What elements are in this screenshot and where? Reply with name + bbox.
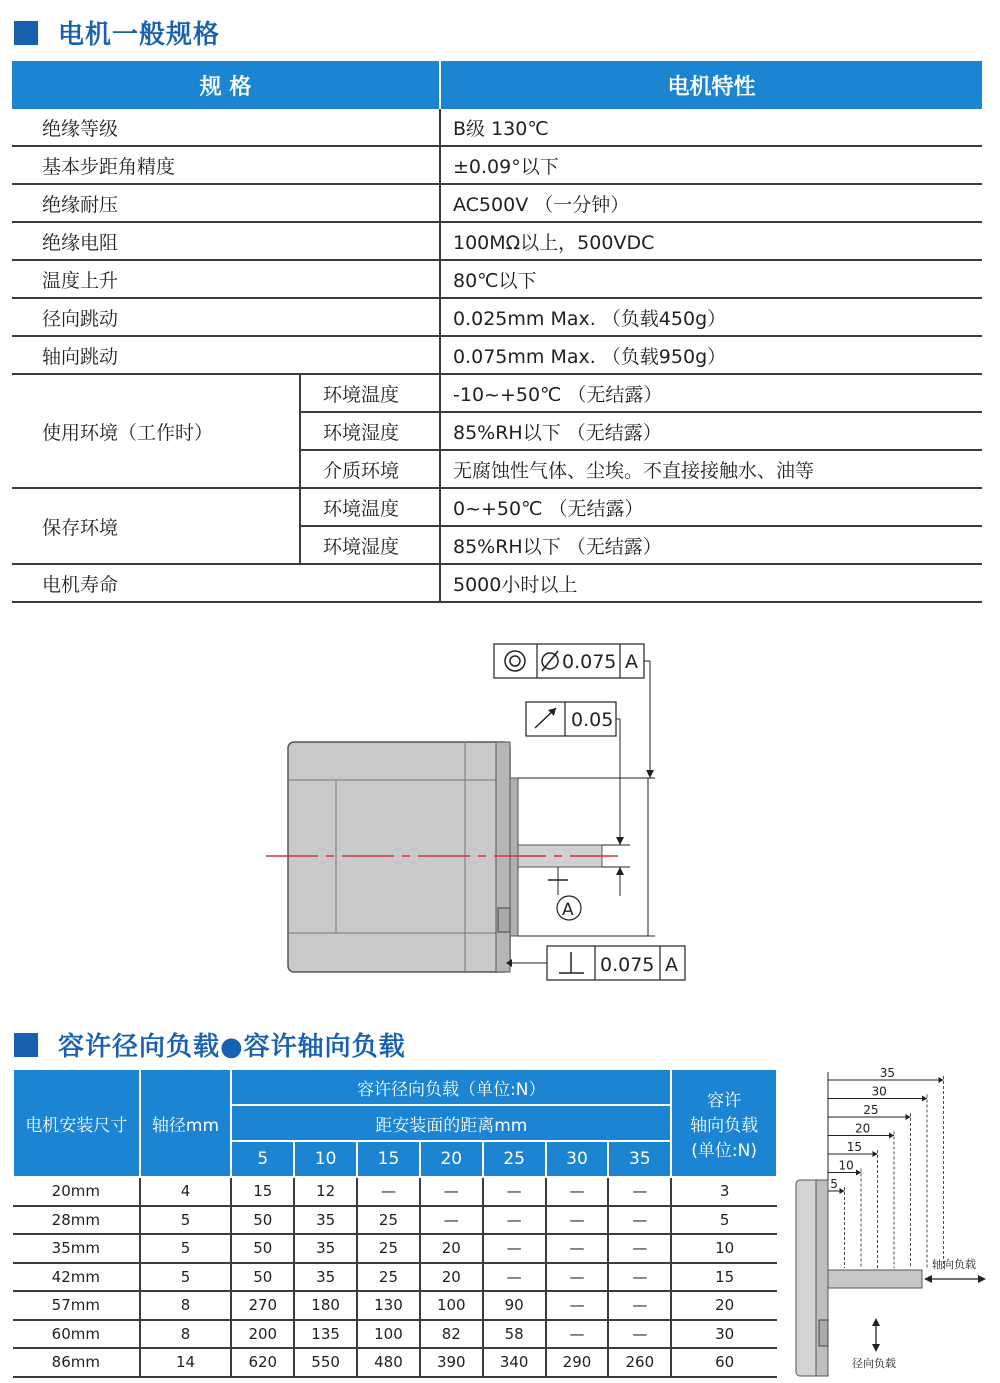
load-size-cell: 35mm bbox=[13, 1234, 140, 1263]
load-value-cell: 82 bbox=[420, 1320, 483, 1349]
load-value-cell: — bbox=[608, 1291, 671, 1320]
load-value-cell: — bbox=[608, 1177, 671, 1206]
load-value-cell: 50 bbox=[231, 1263, 294, 1292]
dim-arrow bbox=[856, 1170, 861, 1176]
load-axial-cell: 3 bbox=[671, 1177, 777, 1206]
load-value-cell: 25 bbox=[357, 1206, 420, 1235]
load-value-cell: 550 bbox=[294, 1348, 357, 1377]
load-shaft-cell: 14 bbox=[140, 1348, 232, 1377]
distance-header: 20 bbox=[420, 1141, 483, 1177]
dim-arrow bbox=[840, 1188, 845, 1194]
load-header-shaft: 轴径mm bbox=[140, 1069, 232, 1177]
spec-row bbox=[12, 374, 982, 412]
load-value-cell: 130 bbox=[357, 1291, 420, 1320]
spec-label: 轴向跳动 bbox=[12, 336, 440, 374]
section-title-load bbox=[14, 1026, 406, 1063]
load-value-cell: 90 bbox=[483, 1291, 546, 1320]
load-value-cell: 20 bbox=[420, 1263, 483, 1292]
section-title-general bbox=[14, 14, 220, 51]
load-value-cell: — bbox=[483, 1263, 546, 1292]
load-position-diagram bbox=[790, 1068, 990, 1380]
spec-row bbox=[12, 146, 982, 184]
load-axial-cell: 15 bbox=[671, 1263, 777, 1292]
spec-row bbox=[12, 336, 982, 374]
load-value-cell: 50 bbox=[231, 1234, 294, 1263]
dim-label: 25 bbox=[863, 1103, 879, 1117]
spec-row bbox=[12, 298, 982, 336]
load-value-cell: 100 bbox=[420, 1291, 483, 1320]
load-shaft-cell: 5 bbox=[140, 1234, 232, 1263]
concentricity-datum: A bbox=[625, 651, 638, 673]
spec-label: 温度上升 bbox=[12, 260, 440, 298]
perpendicularity-value: 0.075 bbox=[600, 954, 655, 976]
load-value-cell: 50 bbox=[231, 1206, 294, 1235]
distance-header: 25 bbox=[483, 1141, 546, 1177]
runout-value: 0.05 bbox=[571, 709, 614, 731]
load-value-cell: — bbox=[357, 1177, 420, 1206]
dim-label: 30 bbox=[871, 1084, 887, 1099]
load-header-axial bbox=[671, 1069, 777, 1177]
load-value-cell: 390 bbox=[420, 1348, 483, 1377]
spec-sub-label: 环境温度 bbox=[300, 488, 440, 526]
load-value-cell: 20 bbox=[420, 1234, 483, 1263]
load-value-cell: 25 bbox=[357, 1234, 420, 1263]
spec-value: -10~+50℃ （无结露） bbox=[440, 374, 982, 412]
dim-arrow bbox=[939, 1077, 944, 1083]
load-value-cell: — bbox=[483, 1234, 546, 1263]
perpendicularity-datum: A bbox=[665, 954, 678, 976]
use-env-label: 使用环境（工作时） bbox=[12, 374, 300, 488]
load-value-cell: — bbox=[608, 1206, 671, 1235]
axial-load-label: 轴向负载 bbox=[932, 1258, 976, 1271]
load-value-cell: 340 bbox=[483, 1348, 546, 1377]
load-value-cell: 15 bbox=[231, 1177, 294, 1206]
section-marker-icon bbox=[14, 21, 38, 45]
load-value-cell: 480 bbox=[357, 1348, 420, 1377]
axial-header-line: 轴向负载 bbox=[690, 1115, 759, 1136]
spec-value: 85%RH以下 （无结露） bbox=[440, 526, 982, 564]
spec-header-characteristic: 电机特性 bbox=[440, 61, 982, 109]
motor-body bbox=[288, 742, 510, 972]
distance-header: 15 bbox=[357, 1141, 420, 1177]
spec-value: 0.025mm Max. （负载450g） bbox=[440, 298, 982, 336]
dim-label: 15 bbox=[846, 1140, 863, 1154]
distance-header: 5 bbox=[231, 1141, 294, 1177]
section-title-text: 电机一般规格 bbox=[58, 20, 221, 50]
dim-lines bbox=[828, 1068, 944, 1268]
spec-label: 绝缘等级 bbox=[12, 109, 440, 146]
spec-value: 85%RH以下 （无结露） bbox=[440, 412, 982, 450]
spec-label: 径向跳动 bbox=[12, 298, 440, 336]
load-row bbox=[13, 1234, 777, 1263]
axial-header-line: 容许 bbox=[707, 1090, 742, 1111]
distance-header: 10 bbox=[294, 1141, 357, 1177]
load-value-cell: 260 bbox=[608, 1348, 671, 1377]
load-row bbox=[13, 1348, 777, 1377]
spec-sub-label: 介质环境 bbox=[300, 450, 440, 488]
load-row bbox=[13, 1263, 777, 1292]
load-table-body bbox=[13, 1177, 777, 1377]
load-value-cell: 25 bbox=[357, 1263, 420, 1292]
spec-value: 0~+50℃ （无结露） bbox=[440, 488, 982, 526]
load-value-cell: 620 bbox=[231, 1348, 294, 1377]
load-axial-cell: 10 bbox=[671, 1234, 777, 1263]
radial-load-label: 径向负载 bbox=[852, 1357, 896, 1370]
spec-row bbox=[12, 260, 982, 298]
load-axial-cell: 5 bbox=[671, 1206, 777, 1235]
load-value-cell: 35 bbox=[294, 1234, 357, 1263]
spec-label: 绝缘电阻 bbox=[12, 222, 440, 260]
load-value-cell: — bbox=[546, 1263, 609, 1292]
load-value-cell: 35 bbox=[294, 1206, 357, 1235]
load-value-cell: — bbox=[483, 1206, 546, 1235]
load-row bbox=[13, 1177, 777, 1206]
load-shaft-cell: 8 bbox=[140, 1320, 232, 1349]
load-value-cell: 270 bbox=[231, 1291, 294, 1320]
perpendicularity-callout bbox=[547, 946, 685, 980]
spec-value: 80℃以下 bbox=[440, 260, 982, 298]
load-axial-cell: 30 bbox=[671, 1320, 777, 1349]
load-value-cell: 290 bbox=[546, 1348, 609, 1377]
spec-row bbox=[12, 184, 982, 222]
load-size-cell: 60mm bbox=[13, 1320, 140, 1349]
load-axial-cell: 60 bbox=[671, 1348, 777, 1377]
motor-key bbox=[498, 908, 510, 932]
load-value-cell: 35 bbox=[294, 1263, 357, 1292]
spec-value: 0.075mm Max. （负载950g） bbox=[440, 336, 982, 374]
load-value-cell: — bbox=[546, 1234, 609, 1263]
spec-value: ±0.09°以下 bbox=[440, 146, 982, 184]
load-row bbox=[13, 1320, 777, 1349]
distance-header: 30 bbox=[546, 1141, 609, 1177]
load-size-cell: 42mm bbox=[13, 1263, 140, 1292]
load-value-cell: — bbox=[546, 1320, 609, 1349]
spec-sub-label: 环境湿度 bbox=[300, 526, 440, 564]
load-size-cell: 57mm bbox=[13, 1291, 140, 1320]
spec-sub-label: 环境湿度 bbox=[300, 412, 440, 450]
load-size-cell: 20mm bbox=[13, 1177, 140, 1206]
load-value-cell: 58 bbox=[483, 1320, 546, 1349]
spec-value: 无腐蚀性气体、尘埃。不直接接触水、油等 bbox=[440, 450, 982, 488]
load-value-cell: 12 bbox=[294, 1177, 357, 1206]
dim-label: 10 bbox=[838, 1158, 854, 1173]
spec-value: 5000小时以上 bbox=[440, 564, 982, 602]
dim-arrow bbox=[889, 1133, 894, 1139]
datum-label: A bbox=[562, 900, 574, 920]
load-value-cell: — bbox=[546, 1206, 609, 1235]
runout-callout bbox=[526, 702, 616, 736]
spec-header-spec: 规 格 bbox=[12, 61, 440, 109]
spec-value: 100MΩ以上，500VDC bbox=[440, 222, 982, 260]
load-row bbox=[13, 1206, 777, 1235]
spec-label: 电机寿命 bbox=[12, 564, 440, 602]
load-value-cell: 180 bbox=[294, 1291, 357, 1320]
spec-row bbox=[12, 564, 982, 602]
load-shaft-cell: 5 bbox=[140, 1263, 232, 1292]
spec-value: AC500V （一分钟） bbox=[440, 184, 982, 222]
load-shaft-cell: 8 bbox=[140, 1291, 232, 1320]
load-size-cell: 86mm bbox=[13, 1348, 140, 1377]
dim-label: 5 bbox=[830, 1177, 838, 1191]
load-table bbox=[12, 1068, 778, 1378]
load-shaft-cell: 5 bbox=[140, 1206, 232, 1235]
load-value-cell: — bbox=[420, 1206, 483, 1235]
dim-arrow bbox=[922, 1096, 927, 1102]
spec-row bbox=[12, 109, 982, 146]
spec-table bbox=[12, 61, 982, 603]
axial-header-line: (单位:N) bbox=[691, 1140, 757, 1161]
dim-arrow bbox=[906, 1114, 911, 1120]
section-marker-icon bbox=[14, 1033, 38, 1057]
store-env-label: 保存环境 bbox=[12, 488, 300, 564]
load-header-radial: 容许径向负载（单位:N） bbox=[231, 1069, 671, 1105]
load-value-cell: — bbox=[608, 1234, 671, 1263]
load-value-cell: — bbox=[608, 1263, 671, 1292]
load-value-cell: 100 bbox=[357, 1320, 420, 1349]
concentricity-value: 0.075 bbox=[562, 651, 617, 673]
spec-label: 基本步距角精度 bbox=[12, 146, 440, 184]
concentricity-callout bbox=[494, 644, 644, 678]
dim-label: 35 bbox=[879, 1068, 896, 1080]
load-value-cell: — bbox=[483, 1177, 546, 1206]
distance-header: 35 bbox=[608, 1141, 671, 1177]
load-value-cell: — bbox=[546, 1177, 609, 1206]
load-shaft-cell: 4 bbox=[140, 1177, 232, 1206]
load-value-cell: 200 bbox=[231, 1320, 294, 1349]
dim-label: 20 bbox=[855, 1121, 871, 1136]
spec-row bbox=[12, 488, 982, 526]
spec-label: 绝缘耐压 bbox=[12, 184, 440, 222]
dim-arrow bbox=[873, 1151, 878, 1157]
load-header-distance: 距安装面的距离mm bbox=[231, 1105, 671, 1141]
spec-value: B级 130℃ bbox=[440, 109, 982, 146]
side-shaft bbox=[828, 1270, 922, 1288]
load-value-cell: — bbox=[608, 1320, 671, 1349]
load-axial-cell: 20 bbox=[671, 1291, 777, 1320]
section-title-text: 容许径向负载●容许轴向负载 bbox=[58, 1032, 406, 1062]
spec-row bbox=[12, 222, 982, 260]
load-size-cell: 28mm bbox=[13, 1206, 140, 1235]
tolerance-diagram bbox=[250, 640, 700, 985]
load-row bbox=[13, 1291, 777, 1320]
load-value-cell: — bbox=[546, 1291, 609, 1320]
load-header-size: 电机安装尺寸 bbox=[13, 1069, 140, 1177]
load-value-cell: — bbox=[420, 1177, 483, 1206]
spec-sub-label: 环境温度 bbox=[300, 374, 440, 412]
load-value-cell: 135 bbox=[294, 1320, 357, 1349]
